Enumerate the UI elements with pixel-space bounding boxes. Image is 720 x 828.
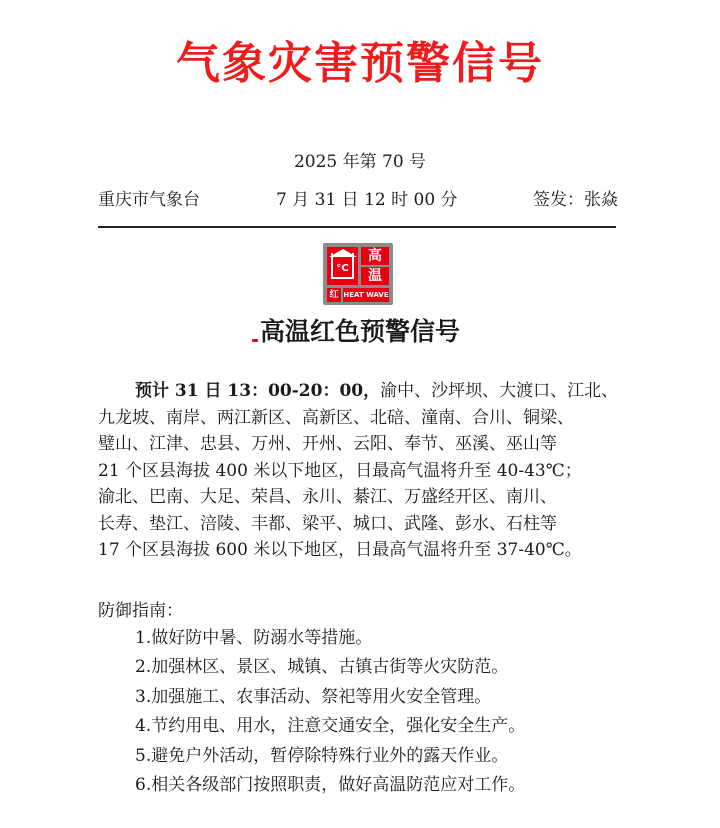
signal-char-2: 温	[361, 267, 389, 285]
header-divider	[98, 226, 616, 228]
meta-row	[98, 187, 618, 213]
body-line-6: 长寿、垫江、涪陵、丰都、梁平、城口、武隆、彭水、石柱等	[98, 513, 557, 534]
issue-time: 7 月 31 日 12 时 00 分	[276, 190, 458, 210]
high-temperature-red-signal-icon	[323, 243, 393, 305]
house-thermometer-icon	[327, 247, 358, 285]
signer: 签发：张焱	[533, 190, 618, 210]
signal-color-word: 红	[327, 288, 341, 302]
defense-guide-heading: 防御指南：	[98, 601, 183, 621]
document-title: 气象灾害预警信号	[176, 38, 544, 89]
guide-item: 1.做好防中暑、防溺水等措施。	[135, 628, 373, 648]
issuer: 重庆市气象台	[98, 190, 200, 210]
warning-title: 高温红色预警信号	[259, 317, 460, 346]
body-line-7: 17 个区县海拔 600 米以下地区，日最高气温将升至 37-40℃。	[98, 540, 582, 560]
body-line-1-rest: 渝中、沙坪坝、大渡口、江北、	[380, 381, 619, 401]
body-line-5: 渝北、巴南、大足、荣昌、永川、綦江、万盛经开区、南川、	[98, 487, 557, 507]
guide-item: 3.加强施工、农事活动、祭祀等用火安全管理。	[135, 686, 492, 707]
body-line-1	[98, 378, 622, 405]
guide-item: 4.节约用电、用水，注意交通安全，强化安全生产。	[135, 716, 526, 737]
warning-body	[98, 378, 622, 564]
body-line-4: 21 个区县海拔 400 米以下地区，日最高气温将升至 40-43℃；	[98, 460, 582, 481]
body-line-2: 九龙坡、南岸、两江新区、高新区、北碚、潼南、合川、铜梁、	[98, 407, 574, 428]
degree-label: °C	[336, 263, 349, 274]
defense-guide-list	[135, 624, 655, 800]
guide-item: 2.加强林区、景区、城镇、古镇古街等火灾防范。	[135, 657, 509, 678]
signal-char-1: 高	[361, 247, 389, 265]
issue-number: 2025 年第 70 号	[293, 152, 427, 172]
forecast-time-lead: 预计 31 日 13：00-20：00，	[135, 381, 381, 401]
body-line-3: 璧山、江津、忠县、万州、开州、云阳、奉节、巫溪、巫山等	[98, 434, 557, 454]
signal-english-label: HEAT WAVE	[343, 288, 389, 302]
guide-item: 5.避免户外活动，暂停除特殊行业外的露天作业。	[135, 745, 509, 766]
guide-item: 6.相关各级部门按照职责，做好高温防范应对工作。	[135, 775, 526, 796]
